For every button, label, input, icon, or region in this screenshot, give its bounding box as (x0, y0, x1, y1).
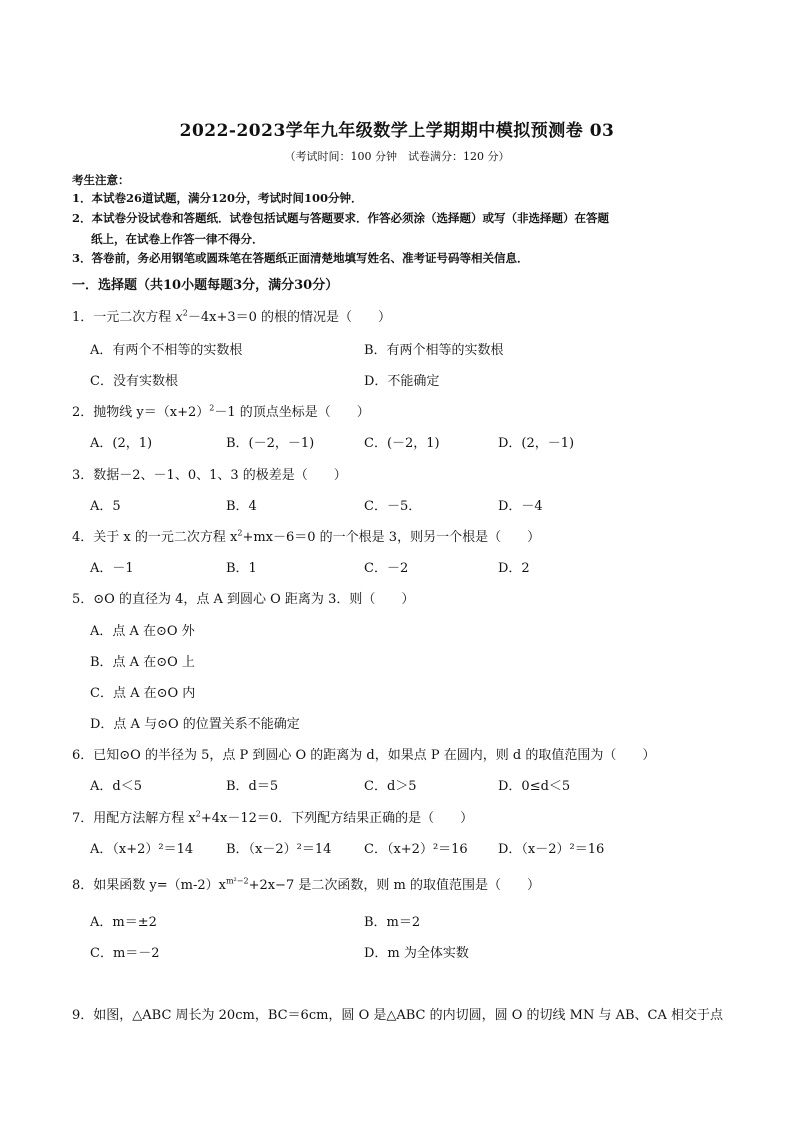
question-2: 2．抛物线 $y=(x+2)^2-1$ 的顶点坐标是（ ） (72, 403, 370, 420)
q4-option-b[interactable]: B．1 (226, 561, 257, 576)
q8-option-d[interactable]: D．m 为全体实数 (364, 946, 469, 961)
q2-option-a[interactable]: A．(2，1) (90, 436, 153, 451)
q6-option-d[interactable]: D．0≤d＜5 (498, 779, 571, 794)
q2-option-b[interactable]: B．(－2，－1) (226, 436, 315, 451)
notice-heading: 考生注意： (72, 173, 130, 187)
q8-option-c[interactable]: C．m＝－2 (90, 946, 160, 961)
section-heading: 一．选择题（共10小题每题3分，满分30分） (72, 278, 339, 293)
question-3: 3．数据－2、－1、0、1、3 的极差是（ ） (72, 468, 347, 483)
q3-option-d[interactable]: D．－4 (498, 499, 543, 514)
q7-option-a[interactable]: A．（x+2）²＝14 (90, 842, 194, 857)
q8-option-b[interactable]: B．m＝2 (364, 915, 421, 930)
q4-option-d[interactable]: D．2 (498, 561, 530, 576)
q6-option-c[interactable]: C．d＞5 (364, 779, 417, 794)
page-title: 2022-2023学年九年级数学上学期期中模拟预测卷 03 (179, 121, 615, 141)
q8-option-a[interactable]: A．m＝±2 (90, 915, 157, 930)
notice-item-2: 2．本试卷分设试卷和答题纸．试卷包括试题与答题要求．作答必须涂（选择题）或写（非选择题）在答题 (72, 211, 609, 225)
q3-option-b[interactable]: B．4 (226, 499, 257, 514)
q2-option-d[interactable]: D．(2，－1) (498, 436, 575, 451)
notice-item-1: 1．本试卷26道试题，满分120分，考试时间100分钟． (72, 191, 363, 205)
q6-option-a[interactable]: A．d＜5 (90, 779, 142, 794)
page-subtitle: （考试时间：100 分钟 试卷满分：120 分） (284, 150, 510, 163)
q2-option-c[interactable]: C．(－2，1) (364, 436, 440, 451)
question-9: 9．如图，△ABC 周长为 20cm，BC＝6cm，圆 O 是△ABC 的内切圆，圆 O 的切线 MN 与 AB、CA 相交于点 (72, 1008, 724, 1023)
q3-option-c[interactable]: C．－5． (364, 499, 422, 514)
question-7: 7．用配方法解方程 $x^2+4x-12=0$．下列配方结果正确的是（ ） (72, 809, 474, 826)
q3-option-a[interactable]: A．5 (90, 499, 121, 514)
q5-option-a[interactable]: A．点 A 在⊙O 外 (90, 624, 195, 639)
q6-option-b[interactable]: B．d＝5 (226, 779, 279, 794)
q4-option-c[interactable]: C．－2 (364, 561, 409, 576)
q5-option-d[interactable]: D．点 A 与⊙O 的位置关系不能确定 (90, 717, 300, 732)
q7-option-c[interactable]: C．（x+2）²＝16 (364, 842, 468, 857)
question-6: 6．已知⊙O 的半径为 5，点 P 到圆心 O 的距离为 d，如果点 P 在圆内，则 d 的取值范围为（ ） (72, 748, 656, 763)
q7-option-d[interactable]: D．（x－2）²＝16 (498, 842, 605, 857)
question-1: 1．一元二次方程 $x^2-4x+3=0$ 的根的情况是（ ） (72, 308, 392, 325)
q1-option-a[interactable]: A．有两个不相等的实数根 (90, 343, 243, 358)
q5-option-c[interactable]: C．点 A 在⊙O 内 (90, 686, 196, 701)
question-8: 8．如果函数 $y=(m-2)x^{m^2-2}+2x-7$ 是二次函数，则 m 的取值范围是（ ） (72, 876, 540, 893)
notice-item-2-cont: 纸上，在试卷上作答一律不得分． (91, 232, 264, 246)
q1-option-b[interactable]: B．有两个相等的实数根 (364, 343, 504, 358)
q1-option-d[interactable]: D．不能确定 (364, 374, 440, 389)
q4-option-a[interactable]: A．－1 (90, 561, 134, 576)
q1-option-c[interactable]: C．没有实数根 (90, 374, 178, 389)
q7-option-b[interactable]: B．（x－2）²＝14 (226, 842, 332, 857)
q5-option-b[interactable]: B．点 A 在⊙O 上 (90, 655, 195, 670)
question-5: 5．⊙O 的直径为 4，点 A 到圆心 O 距离为 3．则（ ） (72, 592, 415, 607)
question-4: 4．关于 x 的一元二次方程 $x^2+mx-6=0$ 的一个根是 3，则另一个根是（ ） (72, 528, 541, 545)
notice-item-3: 3．答卷前，务必用钢笔或圆珠笔在答题纸正面清楚地填写姓名、准考证号码等相关信息． (72, 251, 529, 265)
